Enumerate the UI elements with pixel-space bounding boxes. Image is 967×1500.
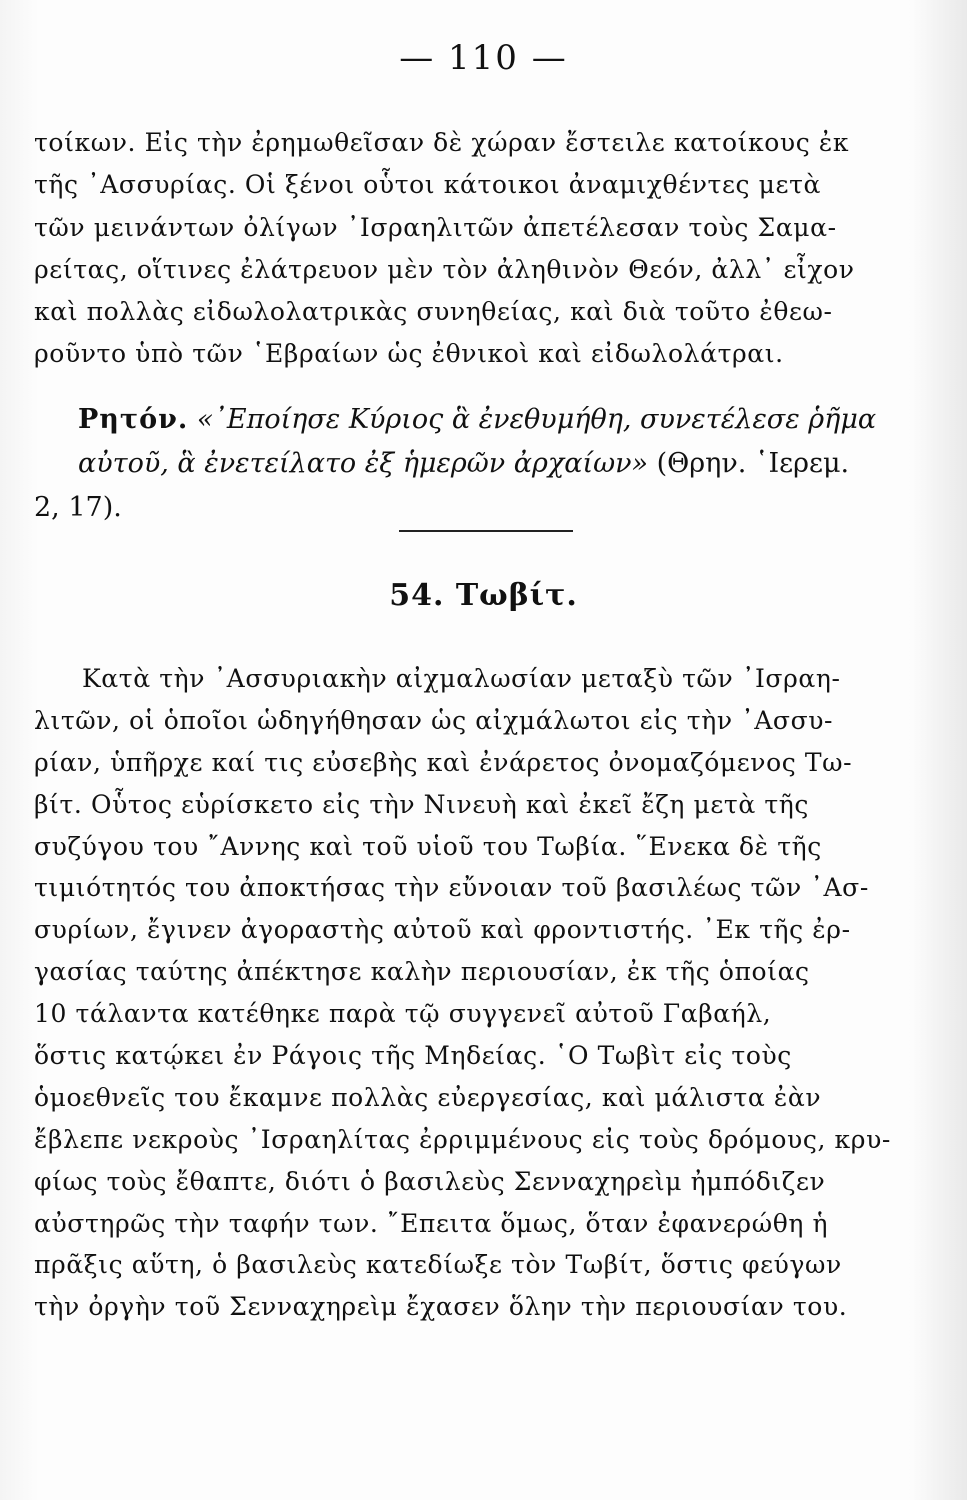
text-line: συζύγου του ῎Αννης καὶ τοῦ υἱοῦ του Τωβία. ῞Ενεκα δὲ τῆς	[34, 831, 822, 861]
text-line: λιτῶν, οἱ ὁποῖοι ὡδηγήθησαν ὡς αἰχμάλωτοι εἰς τὴν ᾿Ασσυ-	[34, 705, 834, 735]
preceding-paragraph	[34, 122, 930, 376]
section-paragraph	[34, 658, 930, 1328]
text-line: τὴν ὀργὴν τοῦ Σενναχηρεὶμ ἔχασεν ὅλην τὴν περιουσίαν του.	[34, 1292, 848, 1322]
text-line: γασίας ταύτης ἀπέκτησε καλὴν περιουσίαν, ἐκ τῆς ὁποίας	[34, 957, 810, 987]
text-line: βίτ. Οὗτος εὑρίσκετο εἰς τὴν Νινευὴ καὶ ἐκεῖ ἔζη μετὰ τῆς	[34, 789, 809, 819]
text-line: πρᾶξις αὕτη, ὁ βασιλεὺς κατεδίωξε τὸν Τωβίτ, ὅστις φεύγων	[34, 1250, 842, 1280]
page-number: — 110 —	[399, 38, 568, 78]
text-line: ροῦντο ὑπὸ τῶν ῾Εβραίων ὡς ἐθνικοὶ καὶ εἰδωλολάτραι.	[34, 339, 784, 369]
text-line: Κατὰ τὴν ᾿Ασσυριακὴν αἰχμαλωσίαν μεταξὺ τῶν ᾿Ισραη-	[82, 664, 841, 693]
verse-block	[34, 398, 938, 530]
text-line: συρίων, ἔγινεν ἀγοραστὴς αὐτοῦ καὶ φροντιστής. ᾿Εκ τῆς ἐρ-	[34, 915, 851, 945]
text-line: φίως τοὺς ἔθαπτε, διότι ὁ βασιλεὺς Σενναχηρεὶμ ἠμπόδιζεν	[34, 1166, 826, 1196]
text-line: τῶν μεινάντων ὀλίγων ᾿Ισραηλιτῶν ἀπετέλεσαν τοὺς Σαμα-	[34, 212, 837, 242]
text-line: τιμιότητός του ἀποκτήσας τὴν εὔνοιαν τοῦ βασιλέως τῶν ᾿Ασ-	[34, 873, 869, 903]
verse-quote: «᾿Εποίησε Κύριος ἃ ἐνεθυμήθη, συνετέλεσε ῥῆμα αὐτοῦ, ἃ ἐνετείλατο ἐξ ἡμερῶν ἀρχαίων»	[78, 404, 877, 479]
text-line: καὶ πολλὰς εἰδωλολατρικὰς συνηθείας, καὶ διὰ τοῦτο ἐθεω-	[34, 297, 833, 327]
text-line: ρίαν, ὑπῆρχε καί τις εὐσεβὴς καὶ ἐνάρετος ὀνομαζόμενος Τω-	[34, 747, 853, 777]
verse-label: Ρητόν.	[78, 404, 189, 435]
section-title: 54. Τωβίτ.	[389, 578, 578, 613]
text-line: ὁμοεθνεῖς του ἔκαμνε πολλὰς εὐεργεσίας, καὶ μάλιστα ἐὰν	[34, 1082, 822, 1112]
verse-reference-close: 2, 17).	[34, 492, 122, 523]
text-line: τοίκων. Εἰς τὴν ἐρημωθεῖσαν δὲ χώραν ἔστειλε κατοίκους ἐκ	[34, 128, 850, 157]
text-line: 10 τάλαντα κατέθηκε παρὰ τῷ συγγενεῖ αὐτοῦ Γαβαήλ,	[34, 999, 772, 1029]
text-line: τῆς ᾿Ασσυρίας. Οἱ ξένοι οὗτοι κάτοικοι ἀναμιχθέντες μετὰ	[34, 170, 821, 200]
text-line: ἔβλεπε νεκροὺς ᾿Ισραηλίτας ἐρριμμένους εἰς τοὺς δρόμους, κρυ-	[34, 1124, 891, 1154]
verse-reference-open: (Θρην. ῾Ιερεμ.	[656, 448, 850, 479]
section-divider	[399, 530, 573, 532]
text-line: αὐστηρῶς τὴν ταφήν των. ῎Επειτα ὅμως, ὅταν ἐφανερώθη ἡ	[34, 1208, 829, 1238]
text-line: ρείτας, οἵτινες ἐλάτρευον μὲν τὸν ἀληθινὸν Θεόν, ἀλλ᾿ εἶχον	[34, 254, 855, 284]
text-line: ὅστις κατῴκει ἐν Ράγοις τῆς Μηδείας. ῾Ο Τωβὶτ εἰς τοὺς	[34, 1041, 792, 1071]
